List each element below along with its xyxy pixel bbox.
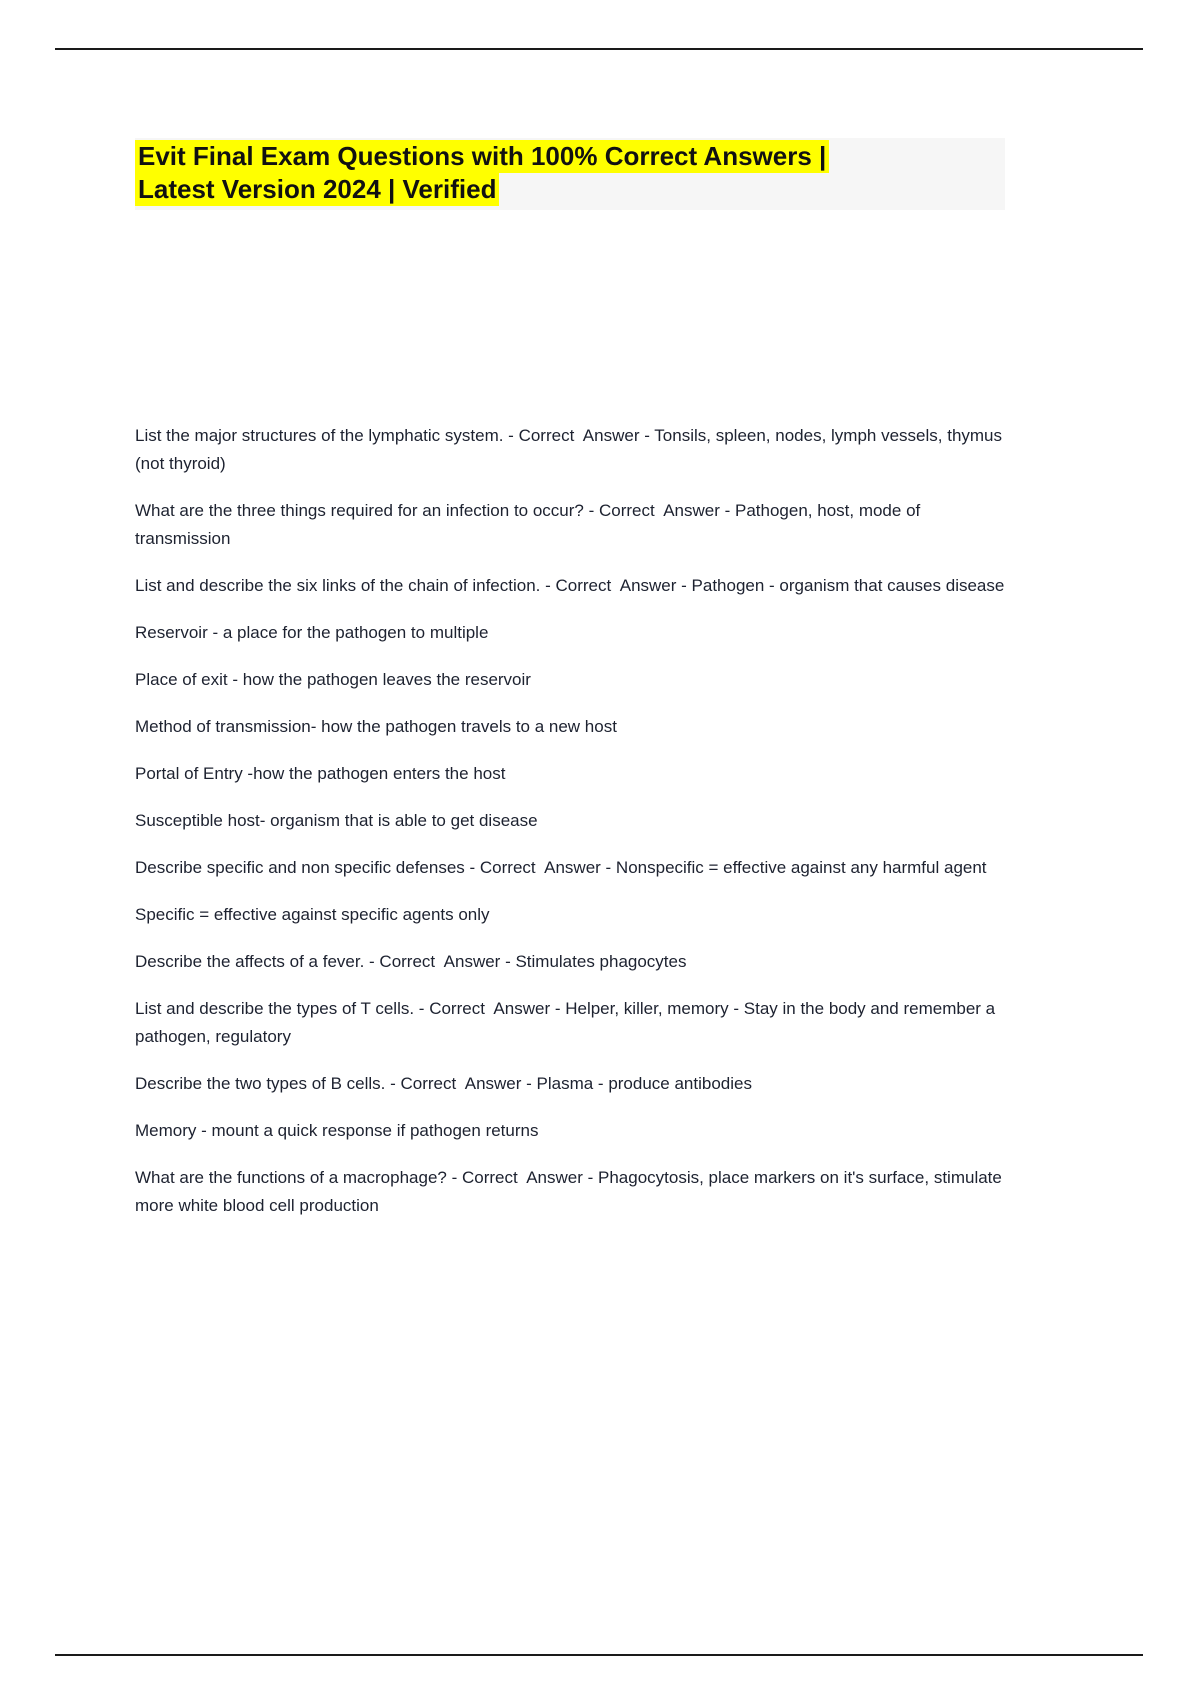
qa-paragraph: Memory - mount a quick response if pathogen returns bbox=[135, 1121, 539, 1140]
title-line-1: Evit Final Exam Questions with 100% Correct Answers | bbox=[135, 140, 829, 173]
title-line-2: Latest Version 2024 | Verified bbox=[135, 173, 499, 206]
qa-paragraph: Susceptible host- organism that is able to get disease bbox=[135, 811, 538, 830]
document-title bbox=[135, 138, 1005, 210]
qa-paragraph: Portal of Entry -how the pathogen enters the host bbox=[135, 764, 506, 783]
qa-paragraph: Specific = effective against specific agents only bbox=[135, 905, 490, 924]
document-content bbox=[135, 48, 1005, 1239]
qa-paragraph: Method of transmission- how the pathogen travels to a new host bbox=[135, 717, 617, 736]
qa-paragraphs bbox=[135, 422, 1005, 1220]
qa-paragraph: Describe the affects of a fever. - Correct Answer - Stimulates phagocytes bbox=[135, 952, 687, 971]
qa-paragraph: List and describe the six links of the chain of infection. - Correct Answer - Pathogen - organism that causes disease bbox=[135, 576, 1005, 595]
qa-paragraph: List the major structures of the lymphatic system. - Correct Answer - Tonsils, spleen, nodes, lymph vessels, thymus (not thyroid) bbox=[135, 426, 1007, 473]
qa-paragraph: What are the functions of a macrophage? - Correct Answer - Phagocytosis, place markers on it's surface, stimulate more white blood cell production bbox=[135, 1168, 1007, 1215]
qa-paragraph: Describe specific and non specific defenses - Correct Answer - Nonspecific = effective against any harmful agent bbox=[135, 858, 987, 877]
qa-paragraph: Describe the two types of B cells. - Correct Answer - Plasma - produce antibodies bbox=[135, 1074, 752, 1093]
footer-rule bbox=[55, 1654, 1143, 1656]
qa-paragraph: What are the three things required for an infection to occur? - Correct Answer - Pathogen, host, mode of transmission bbox=[135, 501, 925, 548]
qa-paragraph: Reservoir - a place for the pathogen to multiple bbox=[135, 623, 489, 642]
qa-paragraph: Place of exit - how the pathogen leaves the reservoir bbox=[135, 670, 531, 689]
qa-paragraph: List and describe the types of T cells. - Correct Answer - Helper, killer, memory - Stay in the body and remember a pathogen, regulatory bbox=[135, 999, 1000, 1046]
